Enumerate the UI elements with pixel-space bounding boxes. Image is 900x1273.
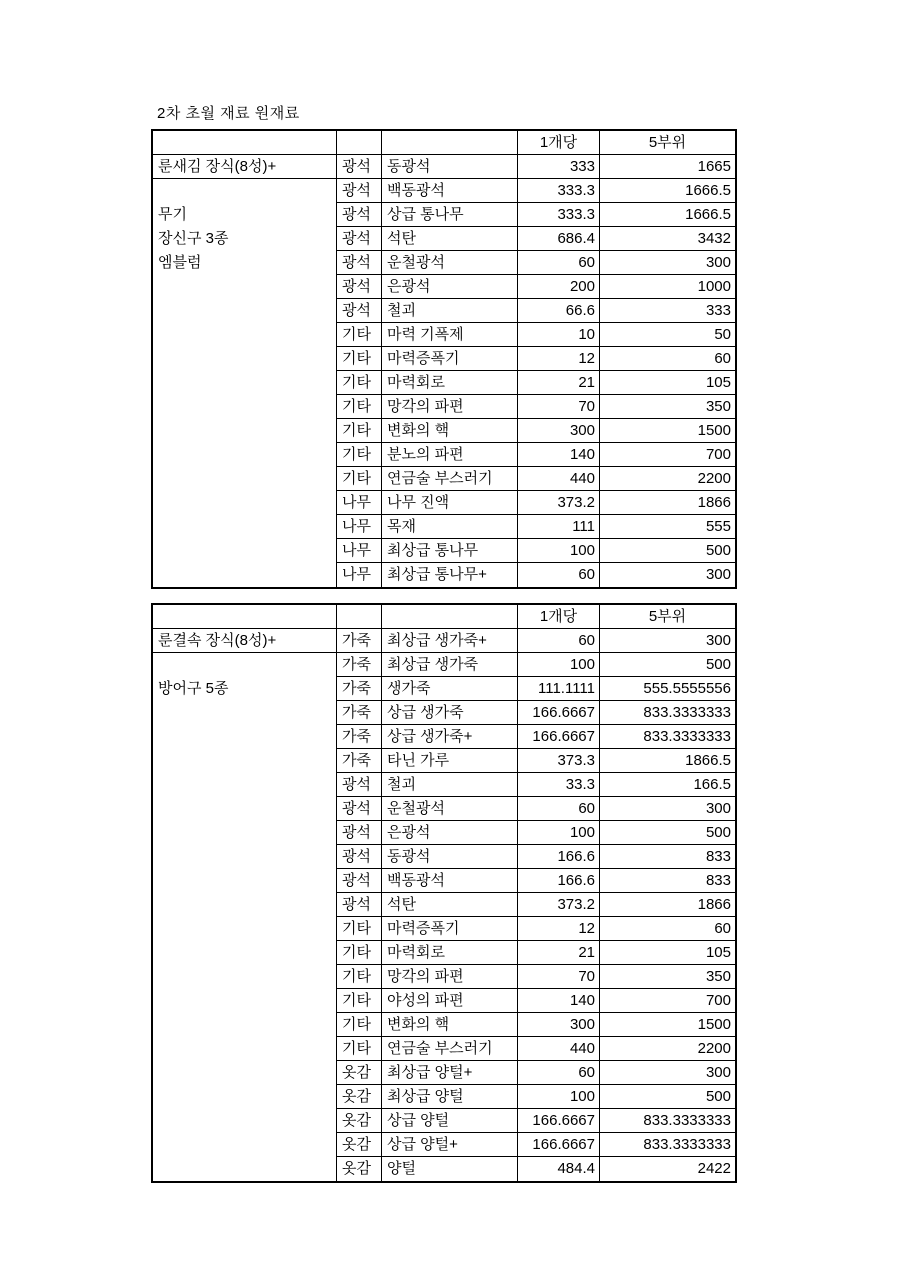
per-unit-cell: 166.6667 <box>518 725 600 749</box>
per-unit-cell: 166.6667 <box>518 701 600 725</box>
five-parts-cell: 1500 <box>600 1013 735 1037</box>
item-cell: 상급 양털 <box>382 1109 518 1133</box>
five-parts-cell: 60 <box>600 917 735 941</box>
five-parts-cell: 300 <box>600 797 735 821</box>
category-cell: 광석 <box>337 179 382 203</box>
item-cell: 철괴 <box>382 299 518 323</box>
material-table-1 <box>151 129 737 589</box>
header-empty-cell <box>153 605 337 629</box>
per-unit-cell: 140 <box>518 989 600 1013</box>
category-cell: 광석 <box>337 227 382 251</box>
category-cell: 옷감 <box>337 1133 382 1157</box>
per-unit-cell: 100 <box>518 1085 600 1109</box>
five-parts-cell: 833.3333333 <box>600 1133 735 1157</box>
per-unit-cell: 60 <box>518 1061 600 1085</box>
per-unit-cell: 686.4 <box>518 227 600 251</box>
five-parts-cell: 500 <box>600 653 735 677</box>
per-unit-cell: 373.2 <box>518 893 600 917</box>
five-parts-cell: 1666.5 <box>600 203 735 227</box>
per-unit-cell: 33.3 <box>518 773 600 797</box>
five-parts-cell: 2200 <box>600 467 735 491</box>
five-parts-cell: 833.3333333 <box>600 1109 735 1133</box>
page-title: 2차 초월 재료 원재료 <box>157 105 300 122</box>
item-cell: 마력회로 <box>382 371 518 395</box>
item-cell: 상급 통나무 <box>382 203 518 227</box>
per-unit-cell: 12 <box>518 347 600 371</box>
five-parts-cell: 1866 <box>600 893 735 917</box>
column-header-five-parts: 5부위 <box>600 605 735 629</box>
per-unit-cell: 440 <box>518 1037 600 1061</box>
five-parts-cell: 1665 <box>600 155 735 179</box>
category-cell: 기타 <box>337 941 382 965</box>
group-note-cell <box>153 653 337 1181</box>
item-cell: 망각의 파편 <box>382 395 518 419</box>
item-cell: 최상급 통나무+ <box>382 563 518 587</box>
category-cell: 광석 <box>337 893 382 917</box>
per-unit-cell: 373.2 <box>518 491 600 515</box>
item-cell: 마력 기폭제 <box>382 323 518 347</box>
five-parts-cell: 300 <box>600 629 735 653</box>
per-unit-cell: 21 <box>518 941 600 965</box>
category-cell: 나무 <box>337 515 382 539</box>
item-cell: 철괴 <box>382 773 518 797</box>
five-parts-cell: 3432 <box>600 227 735 251</box>
category-cell: 기타 <box>337 467 382 491</box>
per-unit-cell: 166.6667 <box>518 1133 600 1157</box>
category-cell: 광석 <box>337 251 382 275</box>
category-cell: 광석 <box>337 203 382 227</box>
item-cell: 운철광석 <box>382 251 518 275</box>
category-cell: 광석 <box>337 821 382 845</box>
five-parts-cell: 105 <box>600 941 735 965</box>
five-parts-cell: 833.3333333 <box>600 701 735 725</box>
material-table-1-grid <box>153 131 735 587</box>
five-parts-cell: 555.5555556 <box>600 677 735 701</box>
per-unit-cell: 60 <box>518 563 600 587</box>
category-cell: 옷감 <box>337 1109 382 1133</box>
per-unit-cell: 111 <box>518 515 600 539</box>
header-empty-cell <box>382 131 518 155</box>
five-parts-cell: 1866.5 <box>600 749 735 773</box>
category-cell: 광석 <box>337 869 382 893</box>
five-parts-cell: 1000 <box>600 275 735 299</box>
item-cell: 야성의 파편 <box>382 989 518 1013</box>
group-note-line: 장신구 3종 <box>158 230 229 247</box>
five-parts-cell: 700 <box>600 443 735 467</box>
item-cell: 타닌 가루 <box>382 749 518 773</box>
five-parts-cell: 105 <box>600 371 735 395</box>
item-cell: 최상급 양털+ <box>382 1061 518 1085</box>
category-cell: 기타 <box>337 1013 382 1037</box>
item-cell: 망각의 파편 <box>382 965 518 989</box>
header-empty-cell <box>337 131 382 155</box>
group-note-cell <box>153 179 337 587</box>
five-parts-cell: 166.5 <box>600 773 735 797</box>
per-unit-cell: 373.3 <box>518 749 600 773</box>
item-cell: 최상급 생가죽+ <box>382 629 518 653</box>
five-parts-cell: 555 <box>600 515 735 539</box>
category-cell: 기타 <box>337 965 382 989</box>
five-parts-cell: 1866 <box>600 491 735 515</box>
category-cell: 광석 <box>337 773 382 797</box>
five-parts-cell: 60 <box>600 347 735 371</box>
category-cell: 기타 <box>337 371 382 395</box>
five-parts-cell: 350 <box>600 395 735 419</box>
group-label-cell: 룬결속 장식(8성)+ <box>153 629 337 653</box>
five-parts-cell: 300 <box>600 251 735 275</box>
item-cell: 상급 양털+ <box>382 1133 518 1157</box>
category-cell: 광석 <box>337 275 382 299</box>
per-unit-cell: 300 <box>518 419 600 443</box>
category-cell: 가죽 <box>337 725 382 749</box>
category-cell: 가죽 <box>337 701 382 725</box>
category-cell: 가죽 <box>337 653 382 677</box>
category-cell: 기타 <box>337 989 382 1013</box>
category-cell: 기타 <box>337 395 382 419</box>
item-cell: 동광석 <box>382 845 518 869</box>
category-cell: 광석 <box>337 797 382 821</box>
per-unit-cell: 200 <box>518 275 600 299</box>
per-unit-cell: 166.6667 <box>518 1109 600 1133</box>
five-parts-cell: 833 <box>600 845 735 869</box>
five-parts-cell: 333 <box>600 299 735 323</box>
five-parts-cell: 1500 <box>600 419 735 443</box>
column-header-five-parts: 5부위 <box>600 131 735 155</box>
category-cell: 광석 <box>337 155 382 179</box>
category-cell: 기타 <box>337 347 382 371</box>
item-cell: 나무 진액 <box>382 491 518 515</box>
item-cell: 상급 생가죽 <box>382 701 518 725</box>
per-unit-cell: 60 <box>518 251 600 275</box>
per-unit-cell: 100 <box>518 539 600 563</box>
per-unit-cell: 166.6 <box>518 845 600 869</box>
group-note-line: 무기 <box>158 206 187 223</box>
per-unit-cell: 10 <box>518 323 600 347</box>
five-parts-cell: 300 <box>705 566 731 583</box>
header-empty-cell <box>337 605 382 629</box>
per-unit-cell: 60 <box>518 629 600 653</box>
group-note-line: 방어구 5종 <box>158 680 229 697</box>
five-parts-cell: 2422 <box>697 1160 731 1177</box>
per-unit-cell: 70 <box>518 395 600 419</box>
category-cell: 기타 <box>337 1037 382 1061</box>
item-cell: 동광석 <box>382 155 518 179</box>
item-cell: 백동광석 <box>382 179 518 203</box>
category-cell: 나무 <box>337 539 382 563</box>
five-parts-cell: 500 <box>600 1085 735 1109</box>
per-unit-cell: 60 <box>518 797 600 821</box>
five-parts-cell: 350 <box>600 965 735 989</box>
item-cell: 최상급 통나무 <box>382 539 518 563</box>
per-unit-cell: 300 <box>518 1013 600 1037</box>
item-cell: 마력회로 <box>382 941 518 965</box>
material-table-2 <box>151 603 737 1183</box>
item-cell: 연금술 부스러기 <box>382 467 518 491</box>
per-unit-cell: 100 <box>518 653 600 677</box>
material-table-2-grid <box>153 605 735 1181</box>
item-cell: 변화의 핵 <box>382 1013 518 1037</box>
category-cell: 광석 <box>337 299 382 323</box>
per-unit-cell: 111.1111 <box>518 677 600 701</box>
category-cell: 광석 <box>337 845 382 869</box>
item-cell: 석탄 <box>382 893 518 917</box>
five-parts-cell: 500 <box>600 821 735 845</box>
category-cell: 기타 <box>337 443 382 467</box>
five-parts-cell: 833 <box>600 869 735 893</box>
item-cell: 상급 생가죽+ <box>382 725 518 749</box>
item-cell: 석탄 <box>382 227 518 251</box>
per-unit-cell: 440 <box>518 467 600 491</box>
five-parts-cell: 833.3333333 <box>600 725 735 749</box>
five-parts-cell: 300 <box>600 1061 735 1085</box>
category-cell: 기타 <box>337 323 382 347</box>
category-cell: 옷감 <box>337 1085 382 1109</box>
group-label-cell: 룬새김 장식(8성)+ <box>153 155 337 179</box>
per-unit-cell: 100 <box>518 821 600 845</box>
column-header-per-unit: 1개당 <box>518 131 600 155</box>
column-header-per-unit: 1개당 <box>518 605 600 629</box>
group-note-line: 엠블럼 <box>158 254 202 271</box>
item-cell: 마력증폭기 <box>382 917 518 941</box>
per-unit-cell: 70 <box>518 965 600 989</box>
category-cell: 기타 <box>337 917 382 941</box>
item-cell: 분노의 파편 <box>382 443 518 467</box>
per-unit-cell: 66.6 <box>518 299 600 323</box>
category-cell: 가죽 <box>337 677 382 701</box>
category-cell: 옷감 <box>337 1061 382 1085</box>
five-parts-cell: 50 <box>600 323 735 347</box>
category-cell: 나무 <box>337 563 382 587</box>
item-cell: 목재 <box>382 515 518 539</box>
per-unit-cell: 333.3 <box>518 179 600 203</box>
item-cell: 마력증폭기 <box>382 347 518 371</box>
per-unit-cell: 484.4 <box>518 1157 600 1181</box>
five-parts-cell: 500 <box>600 539 735 563</box>
item-cell: 백동광석 <box>382 869 518 893</box>
category-cell: 나무 <box>337 491 382 515</box>
category-cell: 가죽 <box>337 749 382 773</box>
item-cell: 변화의 핵 <box>382 419 518 443</box>
per-unit-cell: 21 <box>518 371 600 395</box>
item-cell: 생가죽 <box>382 677 518 701</box>
item-cell: 최상급 생가죽 <box>382 653 518 677</box>
item-cell: 은광석 <box>382 275 518 299</box>
item-cell: 최상급 양털 <box>382 1085 518 1109</box>
header-empty-cell <box>153 131 337 155</box>
per-unit-cell: 140 <box>518 443 600 467</box>
category-cell: 옷감 <box>337 1157 382 1181</box>
five-parts-cell: 2200 <box>600 1037 735 1061</box>
per-unit-cell: 166.6 <box>518 869 600 893</box>
item-cell: 은광석 <box>382 821 518 845</box>
category-cell: 가죽 <box>337 629 382 653</box>
category-cell: 기타 <box>337 419 382 443</box>
five-parts-cell: 1666.5 <box>600 179 735 203</box>
item-cell: 운철광석 <box>382 797 518 821</box>
header-empty-cell <box>382 605 518 629</box>
per-unit-cell: 12 <box>518 917 600 941</box>
per-unit-cell: 333.3 <box>518 203 600 227</box>
per-unit-cell: 333 <box>518 155 600 179</box>
five-parts-cell: 700 <box>600 989 735 1013</box>
item-cell: 연금술 부스러기 <box>382 1037 518 1061</box>
item-cell: 양털 <box>382 1157 518 1181</box>
